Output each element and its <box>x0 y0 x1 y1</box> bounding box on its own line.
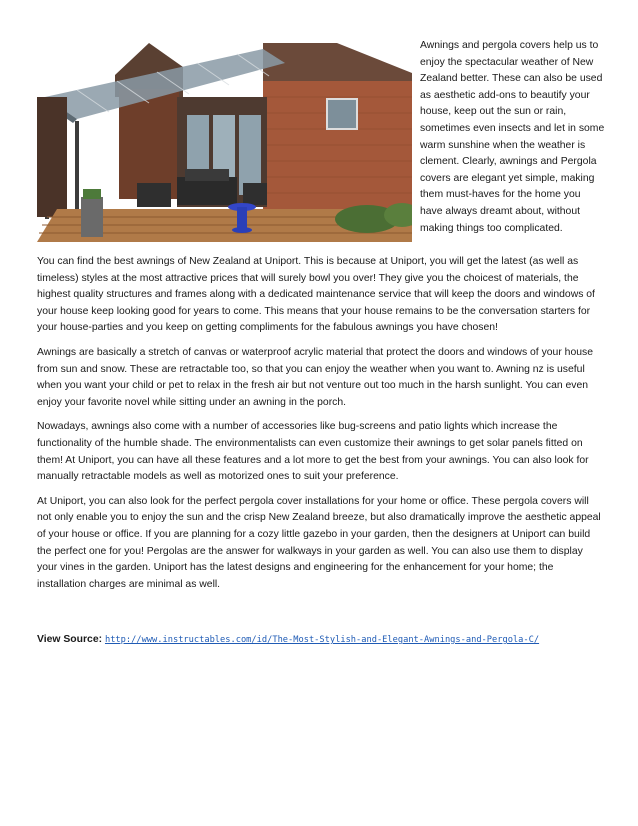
view-source-label: View Source: <box>37 634 103 645</box>
view-source-line <box>37 632 607 648</box>
body-paragraph: Awnings are basically a stretch of canvas or waterproof acrylic material that protect the doors and windows of your house from sun and snow. These are retractable too, so that you can enjoy the weather when you want to. Awning nz is useful when you want your child or pet to relax in the fresh air but not venture out too much in the harsh sunlight. You can even enjoy your favorite novel while sitting under an awning in the porch. <box>37 346 593 408</box>
source-link[interactable]: http://www.instructables.com/id/The-Most-Stylish-and-Elegant-Awnings-and-Pergola-C/ <box>104 635 540 645</box>
house-awning-photo <box>37 37 412 242</box>
body-paragraph: Nowadays, awnings also come with a number of accessories like bug-screens and patio lights which increase the functionality of the humble shade. The environmentalists can even customize their awnings to get solar panels fitted on them! At Uniport, you can have all these features and a lot more to get the best from your awnings. You can also look for manually retractable models as well as motorized ones to suit your preference. <box>37 421 589 483</box>
body-paragraph: At Uniport, you can also look for the perfect pergola cover installations for your home or office. These pergola covers will not only enable you to enjoy the sun and the crisp New Zealand breeze, but also dramatically improve the aesthetic appeal of your house or office. If you are planning for a cozy little gazebo in your garden, then the designers at Uniport can build the perfect one for you! Pergolas are the answer for walkways in your garden as well. You can also use them to display your vines in the garden. Uniport has the latest designs and engineering for the enhancement for your home; the installation charges are minimal as well. <box>37 495 601 590</box>
body-paragraph: You can find the best awnings of New Zealand at Uniport. This is because at Uniport, you will get the latest (as well as timeless) styles at the most attractive prices that will surely bowl you over! They give you the choicest of materials, the highest quality structures and frames along with a dedicated maintenance service that will keep the doors and windows of your house keep looking good for years to come. This means that your house remains to be the conversation starters for your house-parties and you keep on getting compliments for the fabulous awnings you have chosen! <box>37 256 595 334</box>
article-body <box>37 254 603 601</box>
intro-paragraph: Awnings and pergola covers help us to enjoy the spectacular weather of New Zealand better. These can also be used as aesthetic add-ons to beautify your house, keep out the sun or rain, sometimes even insects and let in some warm sunshine when the weather is clement. Clearly, awnings and Pergola covers are elegant yet simple, making them must-haves for the home you have always dreamt about, without making things too complicated. <box>420 40 605 234</box>
